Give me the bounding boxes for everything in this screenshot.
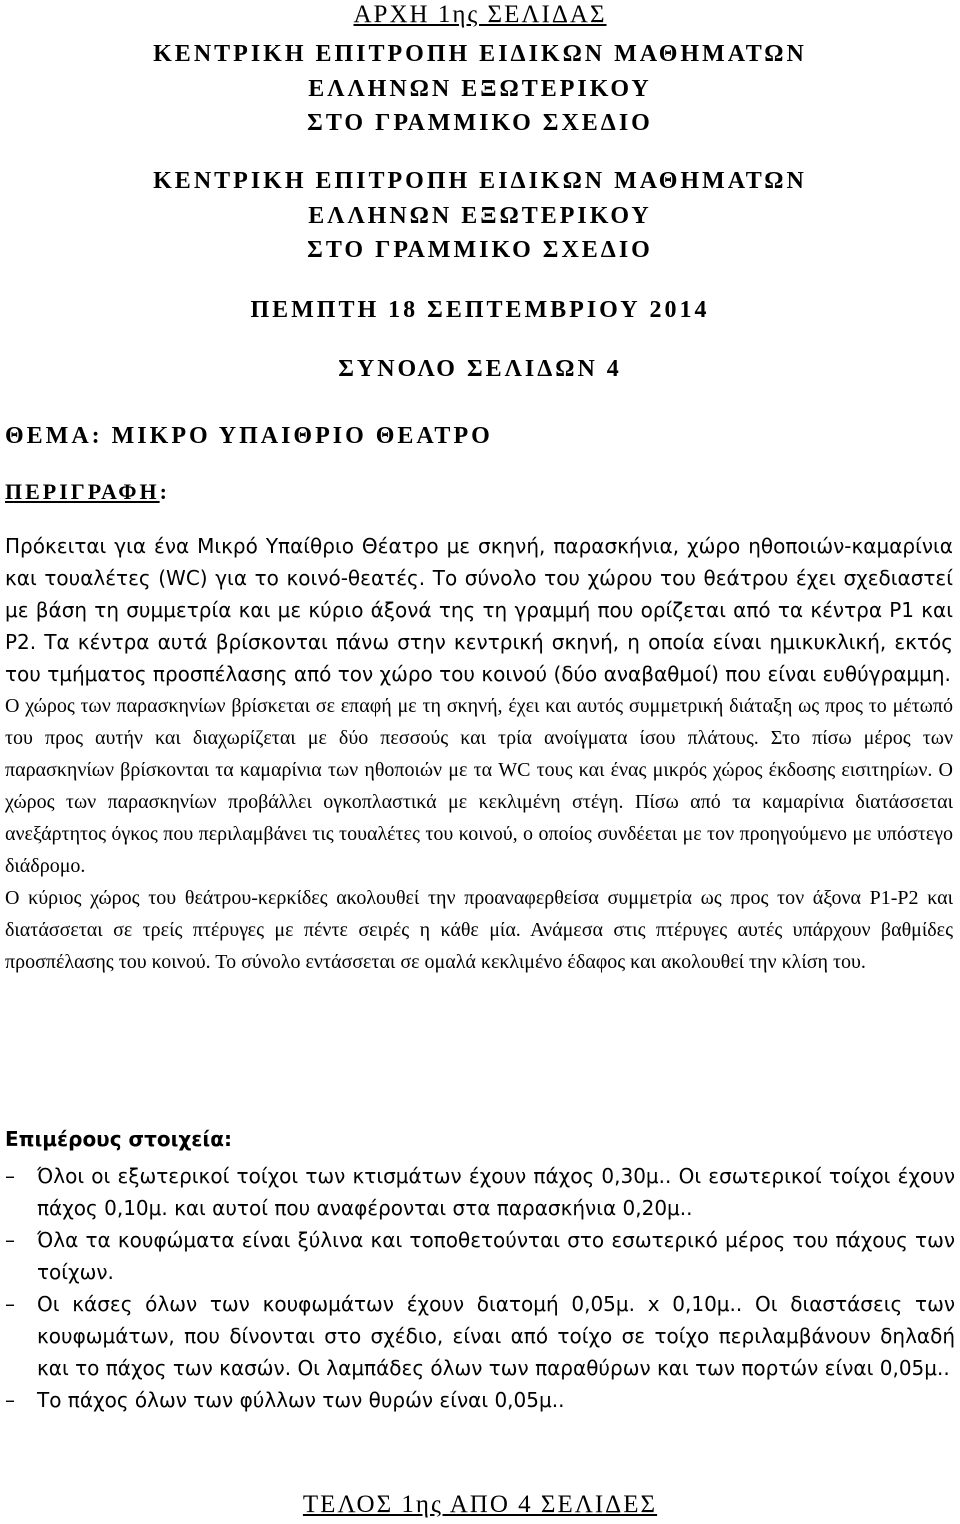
committee-title-line: ΚΕΝΤΡΙΚΗ ΕΠΙΤΡΟΠΗ ΕΙΔΙΚΩΝ ΜΑΘΗΜΑΤΩΝ [153,168,807,194]
details-heading: Επιμέρους στοιχεία: [5,1127,232,1151]
dash-bullet: – [5,1164,15,1188]
list-item-text: Το πάχος όλων των φύλλων των θυρών είναι 0,05μ.. [37,1388,565,1412]
list-item-text: Οι κάσες όλων των κουφωμάτων έχουν διατομή 0,05μ. x 0,10μ.. Οι διαστάσεις των κουφωμάτων, που δίνονται στο σχέδιο, είναι από τοίχο σε τοίχο περιλαμβάνουν δηλαδή και το πάχος των κασών. Οι λαμπάδες όλων των παραθύρων και των πορτών είναι 0,05μ.. [37,1292,955,1380]
list-item [5,1384,955,1416]
exam-date: ΠΕΜΠΤΗ 18 ΣΕΠΤΕΜΒΡΙΟΥ 2014 [250,297,710,323]
title-block-secondary [0,164,960,268]
list-item-text: Όλοι οι εξωτερικοί τοίχοι των κτισμάτων έχουν πάχος 0,30μ.. Οι εσωτερικοί τοίχοι έχουν πάχος 0,10μ. και αυτοί που αναφέρονται στα παρασκήνια 0,20μ.. [37,1164,955,1220]
description-paragraph: Ο χώρος των παρασκηνίων βρίσκεται σε επαφή με τη σκηνή, έχει και αυτός συμμετρική διάταξη ως προς το μέτωπό του προς αυτήν και διαχωρίζεται με δύο πεσσούς και τρία ανοίγματα ίσου πλάτους. Στο πίσω μέρος των παρασκηνίων βρίσκονται τα καμαρίνια των ηθοποιών με τα WC τους και ένας μικρός χώρος έκδοσης εισιτηρίων. Ο χώρος των παρασκηνίων προβάλλει ογκοπλαστικά με κεκλιμένη στέγη. Πίσω από τα καμαρίνια διατάσσεται ανεξάρτητος όγκος που περιλαμβάνει τις τουαλέτες του κοινού, ο οποίος συνδέεται με τον προηγούμενο με υπόστεγο διάδρομο. [5,695,953,877]
page-end-marker: ΤΕΛΟΣ 1ης ΑΠΟ 4 ΣΕΛΙΔΕΣ [302,1491,658,1518]
list-item [5,1224,955,1288]
list-item [5,1160,955,1224]
committee-title-line: ΚΕΝΤΡΙΚΗ ΕΠΙΤΡΟΠΗ ΕΙΔΙΚΩΝ ΜΑΘΗΜΑΤΩΝ [153,41,807,67]
dash-bullet: – [5,1292,15,1316]
dash-bullet: – [5,1228,15,1252]
total-pages: ΣΥΝΟΛΟ ΣΕΛΙΔΩΝ 4 [338,356,622,382]
committee-title-line: ΣΤΟ ΓΡΑΜΜΙΚΟ ΣΧΕΔΙΟ [307,110,653,136]
description-heading-label: ΠΕΡΙΓΡΑΦΗ [5,479,160,504]
page-start-marker: ΑΡΧΗ 1ης ΣΕΛΙΔΑΣ [353,1,607,28]
description-paragraph: Πρόκειται για ένα Μικρό Υπαίθριο Θέατρο με σκηνή, παρασκήνια, χώρο ηθοποιών-καμαρίνια και τουαλέτες (WC) για το κοινό-θεατές. Το σύνολο του χώρου του θεάτρου έχει σχεδιαστεί με βάση τη συμμετρία και με κύριο άξονά της τη γραμμή που ορίζεται από τα κέντρα Ρ1 και Ρ2. Τα κέντρα αυτά βρίσκονται πάνω στην κεντρική σκηνή, η οποία είναι ημικυκλική, εκτός του τμήματος προσπέλασης από τον χώρο του κοινού (δύο αναβαθμοί) που είναι ευθύγραμμη. [5,534,953,686]
list-item-text: Όλα τα κουφώματα είναι ξύλινα και τοποθετούνται στο εσωτερικό μέρος του πάχους των τοίχων. [37,1228,955,1284]
list-item [5,1288,955,1384]
committee-title-line: ΣΤΟ ΓΡΑΜΜΙΚΟ ΣΧΕΔΙΟ [307,237,653,263]
details-list [5,1160,955,1416]
description-paragraph: Ο κύριος χώρος του θεάτρου-κερκίδες ακολουθεί την προαναφερθείσα συμμετρία ως προς τον άξονα Ρ1-Ρ2 και διατάσσεται σε τρείς πτέρυγες με πέντε σειρές η κάθε μία. Ανάμεσα στις πτέρυγες αυτές υπάρχουν βαθμίδες προσπέλασης του κοινού. Το σύνολο εντάσσεται σε ομαλά κεκλιμένο έδαφος και ακολουθεί την κλίση του. [5,887,953,973]
description-heading [5,477,170,507]
exam-subject: ΘΕΜΑ: ΜΙΚΡΟ ΥΠΑΙΘΡΙΟ ΘΕΑΤΡΟ [5,423,493,449]
dash-bullet: – [5,1388,15,1412]
description-heading-colon: : [159,479,170,504]
committee-title-line: ΕΛΛΗΝΩΝ ΕΞΩΤΕΡΙΚΟΥ [308,75,652,102]
title-block-primary [0,37,960,141]
description-body [5,530,953,978]
committee-title-line: ΕΛΛΗΝΩΝ ΕΞΩΤΕΡΙΚΟΥ [308,202,652,229]
